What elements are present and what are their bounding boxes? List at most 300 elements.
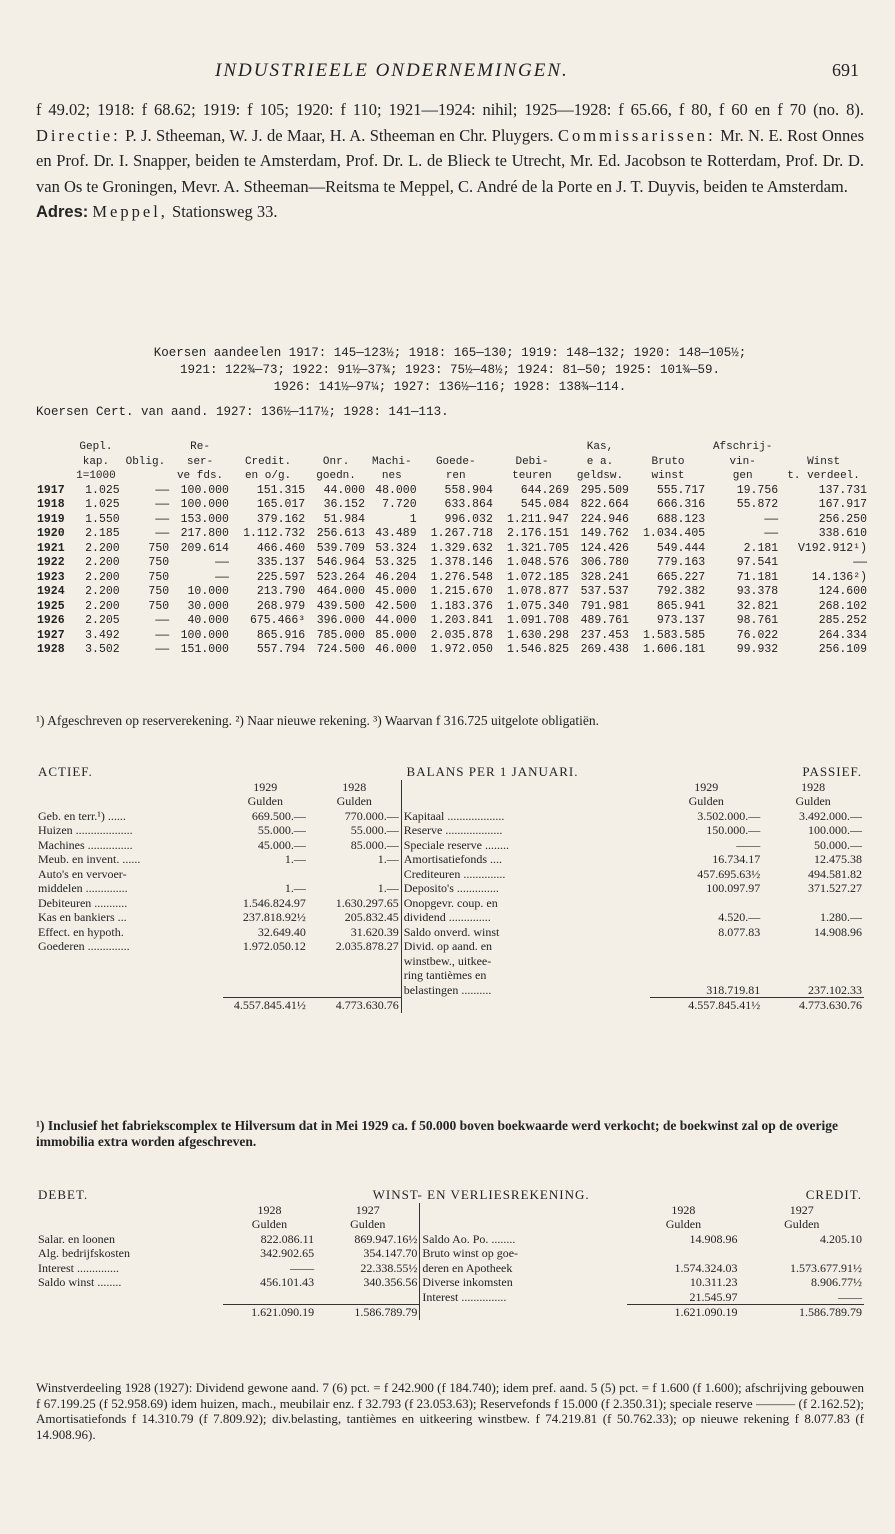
history-year: 1926 bbox=[37, 614, 65, 627]
balans-right-b: 494.581.82 bbox=[808, 866, 862, 881]
balans-right-label: Amortisatiefonds .... bbox=[401, 852, 650, 867]
history-cell: 48.000 bbox=[375, 483, 417, 497]
history-header-cell bbox=[36, 440, 71, 455]
balans-left-label: Meub. en invent. ...... bbox=[38, 852, 141, 866]
history-header-cell bbox=[494, 440, 570, 455]
winstverdeeling: Winstverdeeling 1928 (1927): Dividend gewone aand. 7 (6) pct. = f 242.900 (f 184.740); idem pref. aand. 5 (5) pct. = f 1.600 (f 1.600); afschrijving gebouwen f 67.199.25 (f 52.958.69) idem huizen, mach., meubilair enz. f 32.793 (f 23.053.63); Reservefonds f 15.000 (f 2.350.31); speciale reserve ——— (f 2.162.52); Amortisatiefonds f 14.310.79 (f 7.809.92); div.belasting, tantièmes en uitkeering winstbew. f 74.219.81 (f 50.762.33); op nieuwe rekening f 8.077.83 (f 14.908.96). bbox=[36, 1380, 864, 1442]
history-cell: 165.017 bbox=[256, 498, 306, 511]
history-year: 1927 bbox=[37, 628, 65, 642]
history-cell: 539.709 bbox=[316, 541, 365, 555]
balans-right-a: 318.719.81 bbox=[706, 982, 761, 997]
history-cell: 1.025 bbox=[85, 483, 120, 497]
balans-empty bbox=[36, 954, 223, 969]
balans-right-a: 4.520.— bbox=[718, 910, 761, 924]
history-cell: —— bbox=[155, 643, 170, 656]
wv-right-a: 21.545.97 bbox=[689, 1289, 738, 1304]
history-cell: 225.597 bbox=[256, 570, 306, 584]
passief-title: PASSIEF. bbox=[802, 764, 862, 779]
history-cell: 523.264 bbox=[316, 570, 365, 584]
history-head-row-1 bbox=[36, 440, 868, 455]
company-info bbox=[36, 97, 864, 226]
history-cell: 1.550 bbox=[85, 512, 120, 526]
balans-right-label: Onopgevr. coup. en bbox=[401, 896, 650, 911]
history-cell: 51.984 bbox=[323, 512, 365, 526]
balans-right-a bbox=[650, 954, 762, 969]
history-cell: 2.200 bbox=[85, 556, 120, 569]
dividend-history: f 49.02; 1918: f 68.62; 1919: f 105; 1920: f 110; 1921—1924: nihil; 1925—1928: f 65.66, f 80, f 60 en f 70 (no. 8). bbox=[36, 100, 864, 119]
history-cell: 269.438 bbox=[580, 643, 629, 656]
directie-label: Directie: bbox=[36, 125, 121, 145]
history-row bbox=[36, 542, 868, 557]
balans-unit: Gulden bbox=[795, 794, 831, 808]
balans-left-a: 669.500.— bbox=[251, 808, 306, 823]
history-year: 1924 bbox=[37, 585, 65, 598]
history-cell: 396.000 bbox=[316, 614, 365, 627]
history-header-cell: nes bbox=[381, 470, 402, 482]
history-footnote: ¹) Afgeschreven op reserverekening. ²) Naar nieuwe rekening. ³) Waarvan f 316.725 uitgelote obligatiën. bbox=[36, 713, 599, 728]
history-header-cell: goedn. bbox=[316, 470, 356, 482]
history-row bbox=[36, 600, 868, 615]
history-cell: 3.492 bbox=[85, 628, 120, 642]
history-header-cell: Winst bbox=[807, 455, 841, 468]
balans-left-b: 2.035.878.27 bbox=[335, 939, 399, 953]
history-cell: 2.035.878 bbox=[430, 628, 493, 642]
balans-empty bbox=[308, 968, 401, 983]
balans-left-a: 1.546.824.97 bbox=[242, 895, 306, 910]
history-header-cell bbox=[230, 440, 306, 455]
balans-right-b: 100.000.— bbox=[808, 823, 862, 837]
wv-right-label: Interest ............... bbox=[420, 1290, 628, 1305]
history-year: 1922 bbox=[37, 556, 65, 569]
balans-right-b: 1.280.— bbox=[820, 910, 862, 924]
wv-row bbox=[36, 1261, 864, 1276]
balans-year-a: 1929 bbox=[253, 779, 278, 794]
balans-left-b: 770.000.— bbox=[344, 808, 399, 823]
history-cell: 295.509 bbox=[580, 483, 629, 497]
history-header-cell bbox=[418, 440, 494, 455]
wv-left-a: —— bbox=[290, 1260, 315, 1275]
balans-right-label: winstbew., uitkee- bbox=[401, 954, 650, 969]
history-header-cell: Gepl. bbox=[79, 441, 113, 453]
adres-city: Meppel, bbox=[92, 202, 168, 221]
history-cell: 213.790 bbox=[256, 585, 306, 598]
history-cell: 14.136²) bbox=[811, 570, 867, 584]
wv-right-b bbox=[739, 1246, 864, 1261]
history-cell: 549.444 bbox=[656, 541, 706, 555]
history-cell: 464.000 bbox=[316, 585, 365, 598]
balans-right-b bbox=[762, 954, 864, 969]
history-cell: 3.502 bbox=[85, 643, 120, 656]
history-cell: 2.200 bbox=[85, 541, 120, 555]
wv-left-a: 822.086.11 bbox=[260, 1231, 315, 1246]
balans-table bbox=[36, 765, 864, 1013]
history-header-cell: kap. bbox=[82, 455, 110, 468]
history-header-cell: Goede- bbox=[435, 455, 476, 468]
history-cell: 1.025 bbox=[85, 498, 120, 511]
history-cell: 30.000 bbox=[187, 599, 229, 613]
history-cell: 1.321.705 bbox=[506, 541, 570, 555]
balans-left-a: 55.000.— bbox=[257, 823, 306, 837]
history-header-cell: en o/g. bbox=[244, 470, 292, 482]
balans-row bbox=[36, 867, 864, 882]
history-cell: 137.731 bbox=[818, 483, 867, 497]
history-cell: 750 bbox=[148, 599, 170, 613]
balans-row bbox=[36, 881, 864, 896]
history-header-cell: ve fds. bbox=[176, 470, 224, 482]
history-cell: 53.325 bbox=[375, 556, 417, 569]
wv-unit: Gulden bbox=[665, 1217, 702, 1231]
balans-row bbox=[36, 939, 864, 954]
history-cell: 750 bbox=[148, 556, 170, 569]
history-cell: 466.460 bbox=[256, 541, 306, 555]
history-header-cell: Re- bbox=[190, 441, 210, 453]
balans-row bbox=[36, 954, 864, 969]
history-cell: 633.864 bbox=[444, 498, 493, 511]
balans-row bbox=[36, 838, 864, 853]
history-cell: 55.872 bbox=[736, 498, 779, 511]
balans-empty bbox=[308, 954, 401, 969]
wv-unit: Gulden bbox=[784, 1217, 820, 1231]
history-header-cell: Afschrij- bbox=[712, 441, 773, 453]
balans-right-b: 237.102.33 bbox=[808, 982, 862, 997]
history-cell: —— bbox=[155, 614, 170, 627]
wv-empty bbox=[316, 1290, 420, 1305]
history-cell: 1.048.576 bbox=[506, 556, 570, 569]
balans-left-b: 1.— bbox=[377, 881, 399, 895]
balans-left-b: 1.— bbox=[377, 852, 399, 866]
balans-right-label: Reserve ................... bbox=[401, 823, 650, 838]
wv-right-label: Bruto winst op goe- bbox=[420, 1246, 628, 1261]
history-header-cell bbox=[121, 440, 170, 455]
history-row bbox=[36, 629, 868, 644]
history-cell: 76.022 bbox=[736, 628, 779, 642]
history-cell: —— bbox=[853, 556, 867, 569]
history-header-cell: Kas, bbox=[586, 441, 614, 453]
balans-left-label: Goederen .............. bbox=[38, 939, 130, 953]
history-row bbox=[36, 527, 868, 542]
history-cell: 555.717 bbox=[656, 483, 706, 497]
history-cell: 750 bbox=[148, 585, 170, 598]
balans-row bbox=[36, 852, 864, 867]
balans-year-b: 1928 bbox=[342, 779, 367, 794]
history-cell: 865.916 bbox=[256, 628, 306, 642]
balans-left-b: 205.832.45 bbox=[344, 910, 399, 924]
history-cell: 44.000 bbox=[375, 614, 417, 627]
balans-left-label: Huizen ................... bbox=[38, 823, 133, 837]
wv-right-a: 1.574.324.03 bbox=[674, 1260, 738, 1275]
balans-left-label: Kas en bankiers ... bbox=[38, 910, 127, 924]
history-cell: 153.000 bbox=[180, 512, 229, 526]
history-cell: 32.821 bbox=[736, 599, 779, 613]
balans-right-a: 16.734.17 bbox=[712, 852, 761, 866]
wv-left-a: 342.902.65 bbox=[260, 1246, 315, 1260]
history-header-cell: Credit. bbox=[244, 455, 292, 468]
history-cell: 124.600 bbox=[818, 585, 867, 598]
history-cell: 1.034.405 bbox=[643, 527, 706, 540]
balans-footnote: ¹) Inclusief het fabriekscomplex te Hilversum dat in Mei 1929 ca. f 50.000 boven boekwaarde werd verkocht; de boekwinst zal op de overige immobilia extra worden afgeschreven. bbox=[36, 1118, 838, 1149]
balans-left-b: 85.000.— bbox=[350, 837, 399, 852]
balans-empty bbox=[223, 968, 308, 983]
history-cell: 546.964 bbox=[316, 556, 365, 569]
wv-row bbox=[36, 1275, 864, 1290]
history-cell: 338.610 bbox=[818, 527, 867, 540]
history-cell: 43.489 bbox=[375, 527, 417, 540]
wv-total-debet-b: 1.586.789.79 bbox=[316, 1305, 420, 1320]
page-number: 691 bbox=[832, 60, 859, 80]
koersen-cert: Koersen Cert. van aand. 1927: 136½—117½; 1928: 141—113. bbox=[36, 405, 449, 419]
history-header-cell: ren bbox=[445, 470, 466, 482]
balans-left-b: 1.630.297.65 bbox=[335, 895, 399, 910]
history-cell: 151.000 bbox=[180, 643, 229, 656]
history-cell: 44.000 bbox=[323, 483, 365, 497]
wv-unit: Gulden bbox=[350, 1217, 386, 1231]
history-cell: 489.761 bbox=[580, 614, 629, 627]
history-cell: 1.215.670 bbox=[430, 585, 493, 598]
history-cell: 256.613 bbox=[316, 527, 365, 540]
wv-year-a: 1928 bbox=[257, 1202, 282, 1217]
history-cell: —— bbox=[215, 556, 229, 569]
wv-empty bbox=[36, 1290, 223, 1305]
balans-left-label: Effect. en hypoth. bbox=[38, 924, 124, 939]
history-cell: 224.946 bbox=[580, 512, 629, 526]
wv-left-b: 22.338.55½ bbox=[360, 1260, 418, 1275]
history-cell: 285.252 bbox=[818, 614, 867, 627]
balans-right-b bbox=[762, 896, 864, 911]
history-cell: 724.500 bbox=[316, 643, 365, 656]
wv-left-label: Saldo winst ........ bbox=[38, 1275, 122, 1289]
balans-left-a: 1.972.050.12 bbox=[242, 939, 306, 953]
history-header-cell: geldsw. bbox=[576, 470, 624, 482]
history-cell: 2.205 bbox=[85, 614, 120, 627]
balans-title: BALANS PER 1 JANUARI. bbox=[406, 764, 579, 779]
balans-left-b bbox=[308, 867, 401, 882]
koersen-line-2: 1921: 122¾—73; 1922: 91½—37¾; 1923: 75½—48½; 1924: 81—50; 1925: 101¾—59. bbox=[179, 363, 721, 377]
wv-total-credit-b: 1.586.789.79 bbox=[739, 1305, 864, 1320]
adres-street: Stationsweg 33. bbox=[172, 202, 278, 221]
history-cell: 666.316 bbox=[656, 498, 706, 511]
balans-right-label: belastingen .......... bbox=[401, 983, 650, 998]
history-cell: —— bbox=[155, 527, 170, 540]
history-cell: 256.250 bbox=[818, 512, 867, 526]
balans-right-label: Divid. op aand. en bbox=[401, 939, 650, 954]
history-cell: 53.324 bbox=[375, 541, 417, 555]
history-head-row-2 bbox=[36, 455, 868, 470]
history-cell: 97.541 bbox=[736, 556, 779, 569]
history-cell: 865.941 bbox=[656, 599, 706, 613]
wv-right-a: 10.311.23 bbox=[689, 1275, 738, 1289]
balans-right-a: 457.695.63½ bbox=[697, 866, 761, 881]
history-cell: 779.163 bbox=[656, 556, 706, 569]
history-cell: 42.500 bbox=[375, 599, 417, 613]
history-row bbox=[36, 556, 868, 571]
history-year: 1920 bbox=[37, 527, 65, 540]
wv-left-label: Alg. bedrijfskosten bbox=[38, 1246, 130, 1260]
history-header-cell: 1=1000 bbox=[76, 470, 116, 482]
balans-row bbox=[36, 910, 864, 925]
history-cell: 1.583.585 bbox=[643, 628, 706, 642]
wv-right-b: 8.906.77½ bbox=[811, 1275, 862, 1289]
history-cell: 2.200 bbox=[85, 599, 120, 613]
history-cell: 1.972.050 bbox=[430, 643, 493, 656]
history-cell: 379.162 bbox=[256, 512, 306, 526]
history-cell: 99.932 bbox=[736, 643, 779, 656]
history-cell: 1.075.340 bbox=[506, 599, 570, 613]
history-cell: 237.453 bbox=[580, 628, 629, 642]
balans-right-label: Kapitaal ................... bbox=[401, 809, 650, 824]
history-header-cell bbox=[630, 440, 706, 455]
history-cell: 36.152 bbox=[323, 498, 365, 511]
running-header: INDUSTRIEELE ONDERNEMINGEN. bbox=[215, 60, 569, 81]
history-cell: 10.000 bbox=[187, 585, 229, 598]
balans-total-actief-b: 4.773.630.76 bbox=[308, 998, 401, 1013]
balans-right-a bbox=[650, 939, 762, 954]
balans-left-label: middelen .............. bbox=[38, 881, 128, 895]
history-cell: 1.276.548 bbox=[430, 570, 493, 584]
balans-unit: Gulden bbox=[247, 794, 283, 808]
history-header-cell bbox=[779, 440, 868, 455]
history-cell: 71.181 bbox=[736, 570, 779, 584]
wv-row bbox=[36, 1290, 864, 1305]
balans-right-a bbox=[650, 896, 762, 911]
history-cell: 2.200 bbox=[85, 570, 120, 584]
balans-left-label: Debiteuren ........... bbox=[38, 895, 128, 910]
history-row bbox=[36, 614, 868, 629]
history-cell: 1 bbox=[409, 512, 417, 526]
history-cell: 93.378 bbox=[736, 585, 779, 598]
balans-right-a: —— bbox=[736, 837, 761, 852]
balans-unit: Gulden bbox=[336, 794, 372, 808]
history-cell: 209.614 bbox=[180, 541, 229, 555]
balans-right-a: 150.000.— bbox=[706, 823, 761, 837]
history-cell: 557.794 bbox=[256, 643, 306, 656]
wv-right-b: 4.205.10 bbox=[820, 1231, 862, 1246]
wv-empty bbox=[223, 1290, 316, 1305]
history-row bbox=[36, 498, 868, 513]
wv-unit: Gulden bbox=[251, 1217, 288, 1231]
history-cell: 675.466³ bbox=[249, 614, 306, 627]
history-cell: —— bbox=[764, 527, 779, 540]
balans-left-a bbox=[223, 867, 308, 882]
credit-title: CREDIT. bbox=[805, 1187, 862, 1202]
history-cell: 100.000 bbox=[180, 498, 229, 511]
history-cell: 85.000 bbox=[375, 628, 417, 642]
history-cell: 2.176.151 bbox=[506, 527, 570, 540]
history-cell: 2.200 bbox=[85, 585, 120, 598]
history-cell: 558.904 bbox=[444, 483, 493, 497]
history-header-cell: vin- bbox=[729, 455, 756, 468]
balans-left-label: Machines ............... bbox=[38, 837, 133, 852]
balans-left-a: 32.649.40 bbox=[257, 924, 306, 939]
history-year: 1919 bbox=[37, 512, 65, 526]
balans-right-a: 8.077.83 bbox=[718, 924, 761, 939]
history-header-cell: Debi- bbox=[515, 455, 549, 468]
history-cell: 750 bbox=[148, 570, 170, 584]
wv-row bbox=[36, 1232, 864, 1247]
wv-total-credit-a: 1.621.090.19 bbox=[627, 1305, 739, 1320]
history-cell: 644.269 bbox=[520, 483, 570, 497]
wv-total-debet-a: 1.621.090.19 bbox=[223, 1305, 316, 1320]
history-cell: —— bbox=[215, 570, 229, 584]
balans-right-label: Saldo onverd. winst bbox=[401, 925, 650, 940]
history-cell: 2.185 bbox=[85, 527, 120, 540]
balans-empty bbox=[36, 983, 223, 998]
balans-year-b-p: 1928 bbox=[801, 779, 826, 794]
balans-row bbox=[36, 809, 864, 824]
history-header-cell bbox=[36, 469, 71, 484]
history-cell: 40.000 bbox=[187, 614, 229, 627]
wv-left-label: Interest .............. bbox=[38, 1260, 119, 1275]
history-cell: 268.979 bbox=[256, 599, 306, 613]
history-cell: 100.000 bbox=[180, 628, 229, 642]
wv-right-a: 14.908.96 bbox=[689, 1231, 738, 1246]
history-cell: 750 bbox=[148, 541, 170, 555]
balans-left-b: 55.000.— bbox=[350, 823, 399, 837]
history-cell: 822.664 bbox=[580, 498, 629, 511]
history-header-cell: Onr. bbox=[322, 455, 350, 468]
balans-right-b: 371.527.27 bbox=[808, 881, 862, 895]
history-cell: 335.137 bbox=[256, 556, 306, 569]
history-cell: 545.084 bbox=[520, 498, 570, 511]
history-cell: 1.112.732 bbox=[243, 527, 306, 540]
wv-title: WINST- EN VERLIESREKENING. bbox=[372, 1187, 590, 1202]
balans-right-b: 14.908.96 bbox=[814, 924, 862, 939]
history-header-cell: e a. bbox=[586, 455, 614, 468]
history-cell: 1.183.376 bbox=[430, 599, 493, 613]
balans-left-b: 31.620.39 bbox=[350, 924, 399, 939]
balans-empty bbox=[223, 983, 308, 998]
history-header-cell: ser- bbox=[186, 455, 214, 468]
history-cell: 791.981 bbox=[580, 599, 629, 613]
koersen-line-1: Koersen aandeelen 1917: 145—123½; 1918: 165—130; 1919: 148—132; 1920: 148—105½; bbox=[153, 346, 747, 360]
history-cell: 792.382 bbox=[656, 585, 706, 598]
history-row bbox=[36, 643, 868, 658]
debet-title: DEBET. bbox=[38, 1187, 89, 1202]
balans-empty bbox=[308, 983, 401, 998]
wv-table bbox=[36, 1188, 864, 1320]
history-header-cell: Oblig. bbox=[125, 455, 166, 468]
history-year: 1918 bbox=[37, 498, 65, 511]
history-header-cell: t. verdeel. bbox=[787, 470, 860, 482]
history-row bbox=[36, 513, 868, 528]
history-cell: 1.091.708 bbox=[506, 614, 570, 627]
history-cell: —— bbox=[155, 512, 170, 526]
wv-right-b: —— bbox=[838, 1289, 862, 1304]
history-header-cell bbox=[306, 440, 366, 455]
wv-left-b: 869.947.16½ bbox=[354, 1231, 418, 1246]
history-head-row-3 bbox=[36, 469, 868, 484]
history-header-cell bbox=[366, 440, 418, 455]
balans-row bbox=[36, 925, 864, 940]
history-cell: 1.546.825 bbox=[506, 643, 570, 656]
balans-right-a: 100.097.97 bbox=[706, 881, 761, 895]
balans-right-a: 3.502.000.— bbox=[697, 808, 761, 823]
balans-right-b: 12.475.38 bbox=[814, 852, 862, 866]
history-cell: 124.426 bbox=[580, 541, 629, 555]
wv-left-b: 340.356.56 bbox=[363, 1275, 418, 1289]
history-cell: —— bbox=[155, 483, 170, 497]
balans-left-a: 45.000.— bbox=[257, 837, 306, 852]
history-cell: 19.756 bbox=[736, 483, 779, 497]
history-cell: 688.123 bbox=[656, 512, 706, 526]
balans-empty bbox=[36, 968, 223, 983]
history-cell: V192.912¹) bbox=[797, 541, 867, 555]
balans-total-passief-b: 4.773.630.76 bbox=[762, 998, 864, 1013]
history-year: 1925 bbox=[37, 599, 65, 613]
history-cell: 45.000 bbox=[375, 585, 417, 598]
history-cell: 167.917 bbox=[818, 498, 867, 511]
history-header-cell: winst bbox=[651, 470, 685, 482]
history-header-cell: Machi- bbox=[372, 455, 412, 468]
